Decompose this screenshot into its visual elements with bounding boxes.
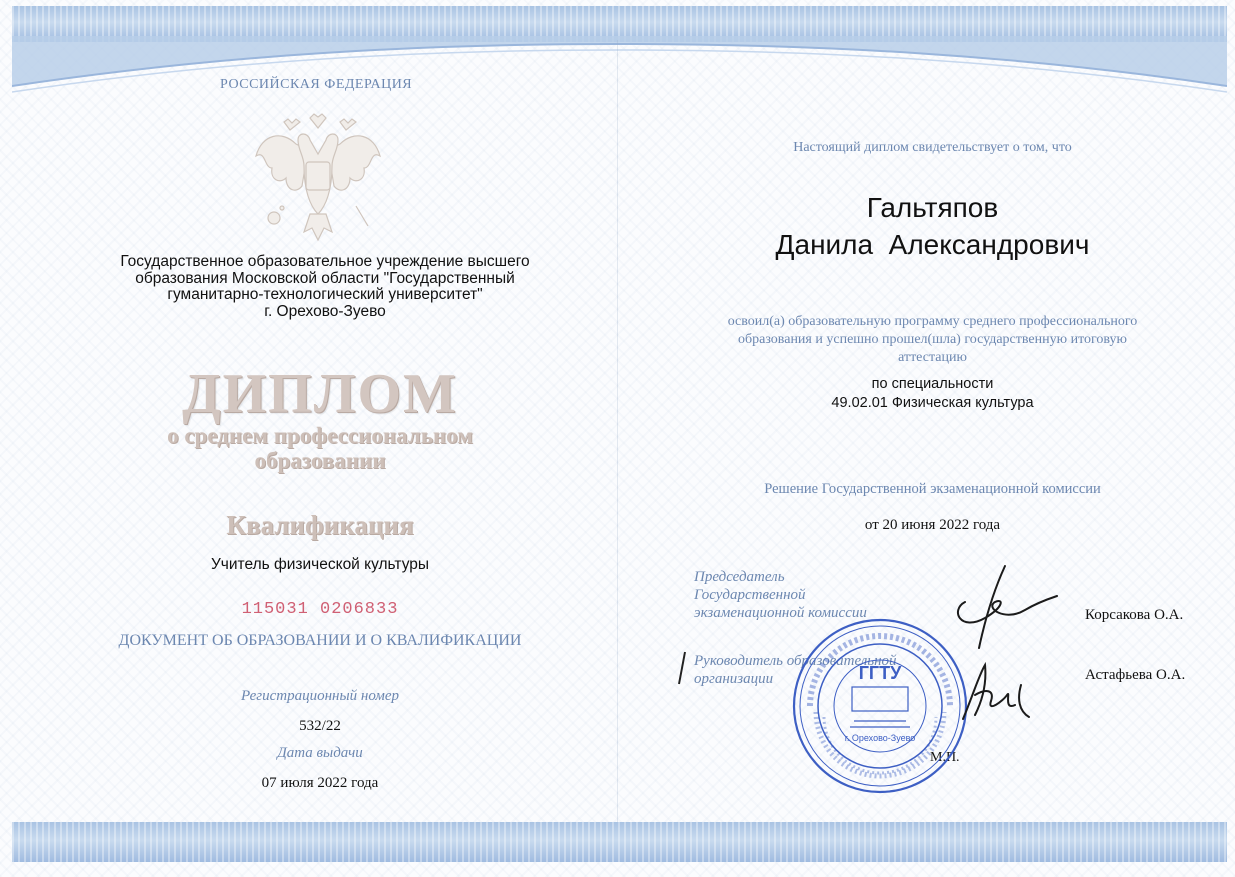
completion-line: аттестацию — [898, 350, 967, 365]
issue-date-label: Дата выдачи — [277, 745, 363, 761]
chair-title-line: экзаменационной комиссии — [694, 605, 867, 621]
pen-mark — [675, 650, 689, 686]
institution-line: Государственное образовательное учреждение высшего — [120, 253, 530, 270]
document-type: ДОКУМЕНТ ОБ ОБРАЗОВАНИИ И О КВАЛИФИКАЦИИ — [118, 632, 522, 649]
institution-line: образования Московской области "Государственный — [135, 269, 515, 287]
decision-date: от 20 июня 2022 года — [864, 517, 1001, 533]
chair-title-line: Государственной — [694, 587, 806, 603]
chair-title-line: Председатель — [694, 569, 785, 585]
bottom-decorative-band — [12, 822, 1227, 862]
completion-text — [640, 313, 1225, 367]
country-name: РОССИЙСКАЯ ФЕДЕРАЦИЯ — [220, 77, 413, 92]
document-subtitle — [120, 423, 520, 473]
decision-label: Решение Государственной экзаменационной комиссии — [764, 481, 1101, 497]
qualification-heading: Квалификация — [226, 510, 414, 540]
coat-of-arms-emblem — [252, 110, 384, 248]
fold-line — [617, 40, 618, 822]
chair-title — [694, 568, 867, 622]
institution-name — [100, 254, 550, 320]
chair-name: Корсакова О.А. — [1085, 607, 1184, 623]
chair-signature — [945, 562, 1060, 652]
head-name: Астафьева О.А. — [1085, 667, 1186, 683]
institution-line: гуманитарно-технологический университет" — [167, 286, 483, 303]
seal-city: г. Орехово-Зуево — [844, 733, 916, 743]
serial-number: 115031 0206833 — [241, 600, 399, 619]
holder-given-names: Данила Александрович — [775, 229, 1090, 260]
specialty-value: 49.02.01 Физическая культура — [831, 395, 1034, 411]
qualification-value: Учитель физической культуры — [210, 556, 430, 573]
seal-abbreviation: ГГТУ — [858, 663, 902, 683]
official-seal — [790, 617, 970, 795]
subtitle-line: образовании — [254, 448, 386, 473]
head-title-line: организации — [694, 671, 774, 687]
top-wave-ornament — [12, 36, 1227, 96]
mp-label: М.П. — [930, 750, 960, 765]
holder-surname: Гальтяпов — [866, 192, 999, 223]
registration-number: 532/22 — [299, 718, 341, 734]
registration-label: Регистрационный номер — [240, 688, 399, 704]
completion-line: освоил(а) образовательную программу среднего профессионального — [727, 314, 1138, 329]
institution-line: г. Орехово-Зуево — [264, 302, 386, 320]
completion-line: образования и успешно прошел(шла) государственную итоговую — [738, 332, 1127, 347]
head-title-line: Руководитель образовательной — [694, 653, 897, 669]
intro-text: Настоящий диплом свидетельствует о том, что — [793, 140, 1072, 155]
specialty-label: по специальности — [871, 376, 994, 392]
document-title: ДИПЛОМ — [182, 363, 458, 425]
subtitle-line: о среднем профессиональном — [167, 423, 473, 448]
head-signature — [955, 655, 1035, 735]
issue-date: 07 июля 2022 года — [261, 775, 379, 791]
